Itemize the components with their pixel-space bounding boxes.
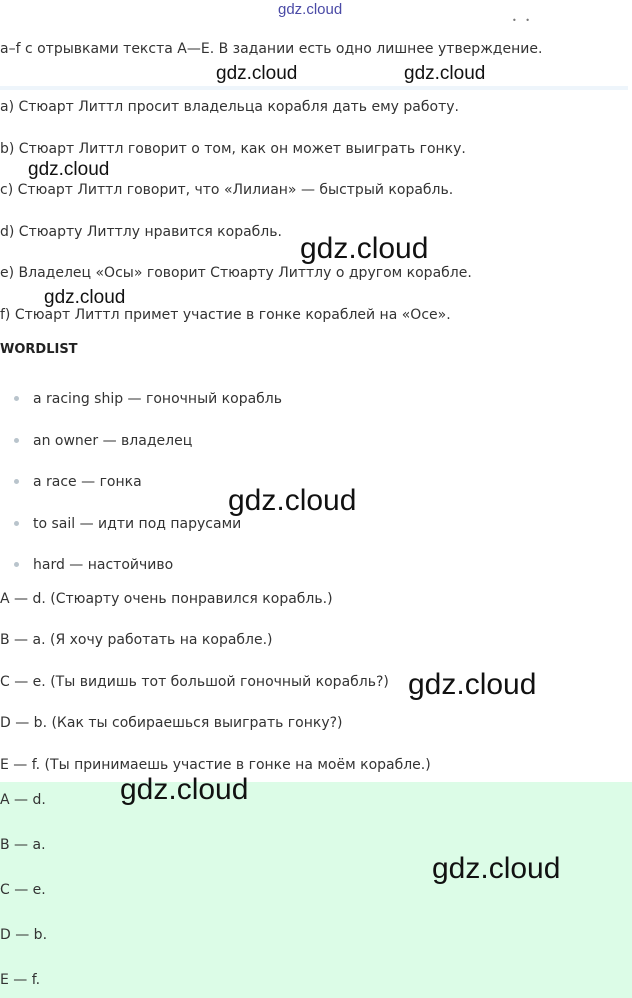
watermark: gdz.cloud (300, 232, 429, 265)
match-explained-c: C — e. (Ты видишь тот большой гоночный корабль?) (0, 674, 389, 690)
answer-c: C — e. (0, 882, 46, 898)
watermark: gdz.cloud (404, 63, 486, 84)
wordlist-item (14, 432, 192, 450)
wordlist-item-text: a racing ship — гоночный корабль (33, 391, 282, 407)
header-fragment: • • (512, 16, 533, 25)
statement-d: d) Стюарту Литтлу нравится корабль. (0, 224, 282, 240)
statement-f: f) Стюарт Литтл примет участие в гонке кораблей на «Осе». (0, 307, 451, 323)
wordlist-item (14, 556, 173, 574)
wordlist-item-text: an owner — владелец (33, 433, 193, 449)
answer-box (0, 782, 632, 998)
answer-a: A — d. (0, 792, 46, 808)
match-explained-a: A — d. (Стюарту очень понравился корабль.) (0, 591, 333, 607)
wordlist-item (14, 390, 282, 408)
wordlist-item-text: to sail — идти под парусами (33, 516, 242, 532)
answer-b: B — a. (0, 837, 46, 853)
statement-b: b) Стюарт Литтл говорит о том, как он может выиграть гонку. (0, 141, 466, 157)
wordlist-item-text: a race — гонка (33, 474, 142, 490)
bullet-icon (14, 521, 19, 526)
watermark: gdz.cloud (28, 159, 110, 180)
statement-c: c) Стюарт Литтл говорит, что «Лилиан» — быстрый корабль. (0, 182, 454, 198)
divider (0, 86, 628, 90)
match-explained-b: B — a. (Я хочу работать на корабле.) (0, 632, 273, 648)
wordlist-item-text: hard — настойчиво (33, 557, 174, 573)
watermark: gdz.cloud (408, 668, 537, 701)
match-explained-d: D — b. (Как ты собираешься выиграть гонку?) (0, 715, 343, 731)
bullet-icon (14, 479, 19, 484)
watermark: gdz.cloud (228, 484, 357, 517)
wordlist-item (14, 473, 142, 491)
statement-a: a) Стюарт Литтл просит владельца корабля дать ему работу. (0, 99, 459, 115)
answer-e: E — f. (0, 972, 41, 988)
statement-e: e) Владелец «Осы» говорит Стюарту Литтлу о другом корабле. (0, 265, 472, 281)
task-instruction: a–f с отрывками текста A—E. В задании есть одно лишнее утверждение. (0, 41, 543, 57)
watermark: gdz.cloud (432, 852, 561, 885)
watermark: gdz.cloud (44, 287, 126, 308)
watermark: gdz.cloud (216, 63, 298, 84)
wordlist-item (14, 515, 241, 533)
match-explained-e: E — f. (Ты принимаешь участие в гонке на моём корабле.) (0, 757, 431, 773)
bullet-icon (14, 438, 19, 443)
watermark: gdz.cloud (120, 773, 249, 806)
answer-d: D — b. (0, 927, 48, 943)
bullet-icon (14, 396, 19, 401)
wordlist-heading: WORDLIST (0, 342, 78, 357)
watermark-top: gdz.cloud (278, 1, 343, 18)
bullet-icon (14, 562, 19, 567)
